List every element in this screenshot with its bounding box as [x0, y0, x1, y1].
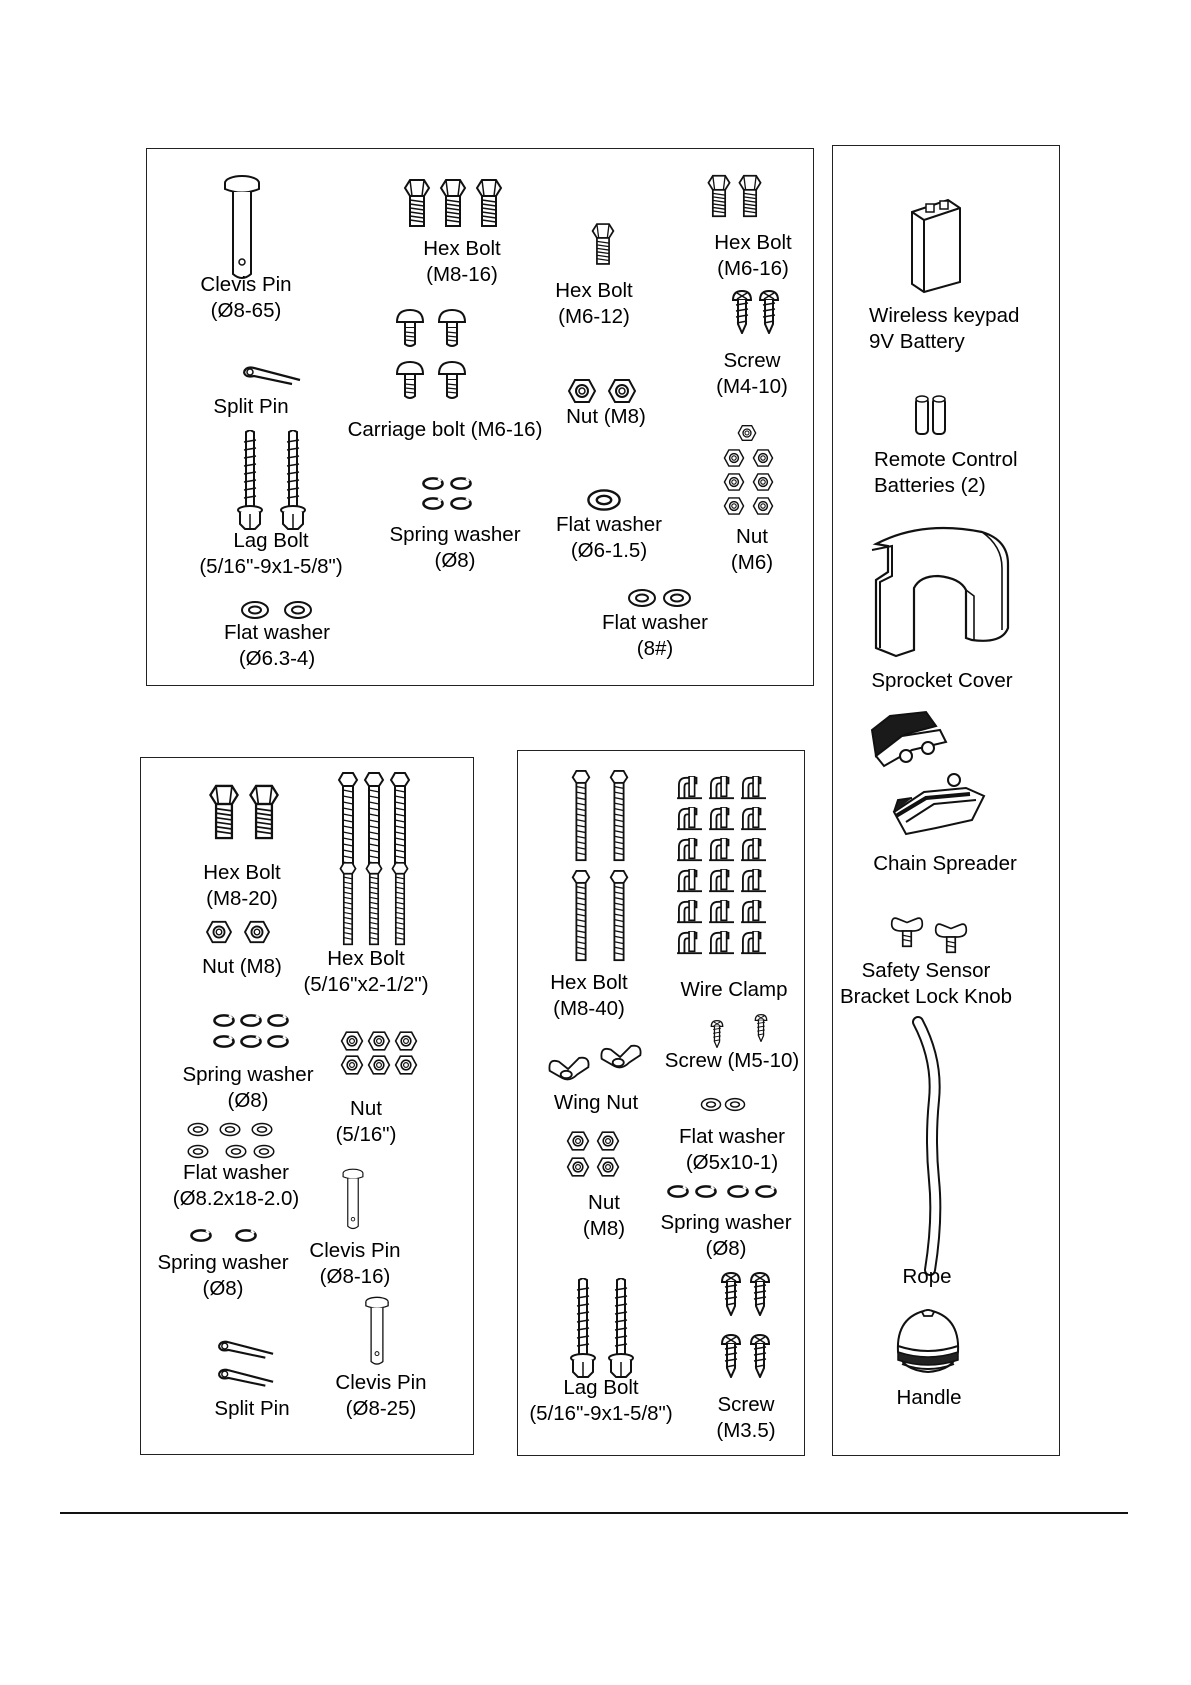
spring-washer-icon [422, 496, 444, 511]
nut-icon [394, 1054, 418, 1076]
label-nut-5-16: Nut (5/16") [335, 1097, 397, 1146]
lag-bolt-icon [280, 430, 306, 530]
label-carriage-bolt: Carriage bolt (M6-16) [347, 418, 543, 441]
label-hex-bolt-m8-40: Hex Bolt (M8-40) [550, 971, 628, 1020]
carriage-bolt-icon [395, 360, 425, 400]
spring-washer-icon [667, 1184, 689, 1199]
hex-bolt-icon [247, 782, 281, 842]
wire-clamp-icon [676, 776, 704, 800]
spring-washer-icon [695, 1184, 717, 1199]
label-flat-washer-8: Flat washer (8#) [602, 611, 708, 660]
label-clevis-pin-25: Clevis Pin (Ø8-25) [335, 1371, 427, 1420]
label-hex-bolt-m8-20: Hex Bolt (M8-20) [203, 861, 281, 910]
split-pin-icon [217, 1338, 275, 1360]
wire-clamp-icon [676, 900, 704, 924]
label-screw-m5-10: Screw (M5-10) [664, 1049, 800, 1072]
screw-icon [721, 1334, 741, 1378]
flat-washer-icon [700, 1097, 722, 1112]
flat-washer-icon [186, 1122, 210, 1137]
wire-clamp-icon [708, 776, 736, 800]
wire-clamp-icon [708, 838, 736, 862]
hex-bolt-icon [337, 862, 359, 946]
label-spring-washer: Spring washer (Ø8) [389, 523, 521, 572]
hex-bolt-icon [590, 222, 616, 266]
lag-bolt-icon [608, 1278, 634, 1378]
label-sprocket-cover: Sprocket Cover [871, 669, 1013, 692]
chain-spreader-icon [866, 708, 986, 844]
nut-icon [752, 472, 774, 492]
screw-icon [732, 290, 752, 334]
handle-icon [894, 1306, 962, 1374]
wire-clamp-icon [740, 776, 768, 800]
wire-clamp-icon [676, 931, 704, 955]
spring-washer-icon [190, 1228, 212, 1243]
label-flat-washer-6: Flat washer (Ø6-1.5) [556, 513, 662, 562]
label-nut-m8: Nut (M8) [566, 405, 646, 428]
flat-washer-icon [250, 1122, 274, 1137]
wire-clamp-icon [676, 869, 704, 893]
wire-clamp-group [676, 776, 776, 962]
flat-washer-icon [186, 1144, 210, 1159]
battery-9v-icon [908, 198, 964, 294]
hex-bolt-icon [608, 770, 630, 862]
split-pin-icon [242, 364, 302, 386]
label-clevis-pin-16: Clevis Pin (Ø8-16) [309, 1239, 401, 1288]
screw-icon [750, 1334, 770, 1378]
label-handle: Handle [896, 1386, 962, 1409]
label-wireless-keypad: Wireless keypad 9V Battery [869, 304, 1020, 353]
nut-icon [723, 496, 745, 516]
nut-icon [205, 920, 233, 944]
hex-bolt-icon [363, 772, 385, 872]
wire-clamp-icon [740, 869, 768, 893]
wire-clamp-icon [676, 838, 704, 862]
wire-clamp-icon [676, 807, 704, 831]
lock-knob-icon [934, 916, 968, 958]
hex-bolt-icon [705, 174, 733, 218]
spring-washer-icon [727, 1184, 749, 1199]
nut-icon [607, 378, 637, 404]
label-spring-washer: Spring washer (Ø8) [182, 1063, 314, 1112]
hex-bolt-icon [474, 178, 504, 228]
hex-bolt-icon [570, 770, 592, 862]
carriage-bolt-icon [395, 308, 425, 348]
flat-washer-icon [224, 1144, 248, 1159]
label-rope: Rope [902, 1265, 952, 1288]
label-hex-bolt-m8-16: Hex Bolt (M8-16) [423, 237, 501, 286]
screw-icon [709, 1020, 725, 1048]
label-nut-m8-b: Nut (M8) [582, 1191, 626, 1240]
label-flat-washer-5: Flat washer (Ø5x10-1) [679, 1125, 785, 1174]
spring-washer-icon [422, 476, 444, 491]
screw-icon [750, 1272, 770, 1316]
rope-icon [908, 1020, 948, 1272]
lag-bolt-icon [237, 430, 263, 530]
wire-clamp-icon [740, 900, 768, 924]
label-chain-spreader: Chain Spreader [873, 852, 1017, 875]
carriage-bolt-icon [437, 308, 467, 348]
label-wire-clamp: Wire Clamp [680, 978, 788, 1001]
nut-icon [752, 448, 774, 468]
spring-washer-icon [240, 1034, 262, 1049]
spring-washer-icon [450, 476, 472, 491]
carriage-bolt-icon [437, 360, 467, 400]
wire-clamp-icon [740, 838, 768, 862]
label-flat-washer: Flat washer (Ø8.2x18-2.0) [172, 1161, 300, 1210]
label-screw-m4-10: Screw (M4-10) [716, 349, 788, 398]
screw-icon [721, 1272, 741, 1316]
lock-knob-icon [890, 910, 924, 952]
label-spring-washer-c: Spring washer (Ø8) [660, 1211, 792, 1260]
spring-washer-icon [240, 1013, 262, 1028]
label-nut-m6: Nut (M6) [730, 525, 774, 574]
label-lag-bolt-b: Lag Bolt (5/16"-9x1-5/8") [529, 1376, 673, 1425]
flat-washer-icon [252, 1144, 276, 1159]
nut-icon [723, 472, 745, 492]
screw-icon [759, 290, 779, 334]
flat-washer-icon [283, 600, 313, 620]
wire-clamp-icon [708, 869, 736, 893]
sprocket-cover-icon [862, 524, 1012, 658]
hex-bolt-icon [570, 870, 592, 962]
wire-clamp-icon [708, 807, 736, 831]
flat-washer-icon [585, 488, 623, 512]
hex-bolt-icon [438, 178, 468, 228]
label-hex-bolt-5-16: Hex Bolt (5/16"x2-1/2") [303, 947, 429, 996]
label-remote-batteries: Remote Control Batteries (2) [874, 448, 1018, 497]
nut-icon [567, 378, 597, 404]
footer-rule [60, 1512, 1128, 1514]
clevis-pin-icon [333, 1168, 373, 1232]
nut-icon [737, 424, 757, 442]
wire-clamp-icon [740, 807, 768, 831]
spring-washer-icon [267, 1034, 289, 1049]
hex-bolt-icon [337, 772, 359, 872]
nut-icon [566, 1156, 590, 1178]
screw-icon [753, 1014, 769, 1042]
label-screw-m3-5: Screw (M3.5) [716, 1393, 776, 1442]
nut-icon [752, 496, 774, 516]
label-flat-washer-6-3: Flat washer (Ø6.3-4) [224, 621, 330, 670]
lag-bolt-icon [570, 1278, 596, 1378]
hex-bolt-icon [389, 862, 411, 946]
flat-washer-icon [627, 588, 657, 608]
flat-washer-icon [240, 600, 270, 620]
spring-washer-icon [213, 1034, 235, 1049]
spring-washer-icon [235, 1228, 257, 1243]
battery-icon [914, 394, 948, 436]
spring-washer-icon [450, 496, 472, 511]
spring-washer-icon [267, 1013, 289, 1028]
wing-nut-icon [598, 1040, 644, 1074]
label-hex-bolt-m6-16: Hex Bolt (M6-16) [714, 231, 792, 280]
nut-icon [394, 1030, 418, 1052]
nut-icon [566, 1130, 590, 1152]
clevis-pin-icon [357, 1296, 397, 1368]
nut-icon [596, 1130, 620, 1152]
nut-icon [367, 1054, 391, 1076]
label-nut-m8: Nut (M8) [202, 955, 282, 978]
label-bracket-lock-knob: Safety Sensor Bracket Lock Knob [839, 959, 1013, 1008]
nut-icon [340, 1030, 364, 1052]
hex-bolt-icon [736, 174, 764, 218]
label-spring-washer-b: Spring washer (Ø8) [157, 1251, 289, 1300]
hex-bolt-icon [389, 772, 411, 872]
nut-icon [243, 920, 271, 944]
nut-icon [723, 448, 745, 468]
nut-icon [340, 1054, 364, 1076]
label-split-pin: Split Pin [214, 1397, 290, 1420]
flat-washer-icon [662, 588, 692, 608]
hex-bolt-icon [207, 782, 241, 842]
label-lag-bolt: Lag Bolt (5/16"-9x1-5/8") [199, 529, 343, 578]
hex-bolt-icon [402, 178, 432, 228]
spring-washer-icon [755, 1184, 777, 1199]
nut-icon [596, 1156, 620, 1178]
wing-nut-icon [546, 1052, 592, 1086]
label-hex-bolt-m6-12: Hex Bolt (M6-12) [555, 279, 633, 328]
spring-washer-icon [213, 1013, 235, 1028]
label-clevis-pin: Clevis Pin (Ø8-65) [200, 273, 292, 322]
hex-bolt-icon [363, 862, 385, 946]
wire-clamp-icon [708, 931, 736, 955]
label-split-pin: Split Pin [213, 395, 289, 418]
clevis-pin-icon [222, 174, 262, 284]
flat-washer-icon [218, 1122, 242, 1137]
nut-icon [367, 1030, 391, 1052]
hex-bolt-icon [608, 870, 630, 962]
label-wing-nut: Wing Nut [553, 1091, 639, 1114]
wire-clamp-icon [708, 900, 736, 924]
split-pin-icon [217, 1366, 275, 1388]
flat-washer-icon [724, 1097, 746, 1112]
wire-clamp-icon [740, 931, 768, 955]
